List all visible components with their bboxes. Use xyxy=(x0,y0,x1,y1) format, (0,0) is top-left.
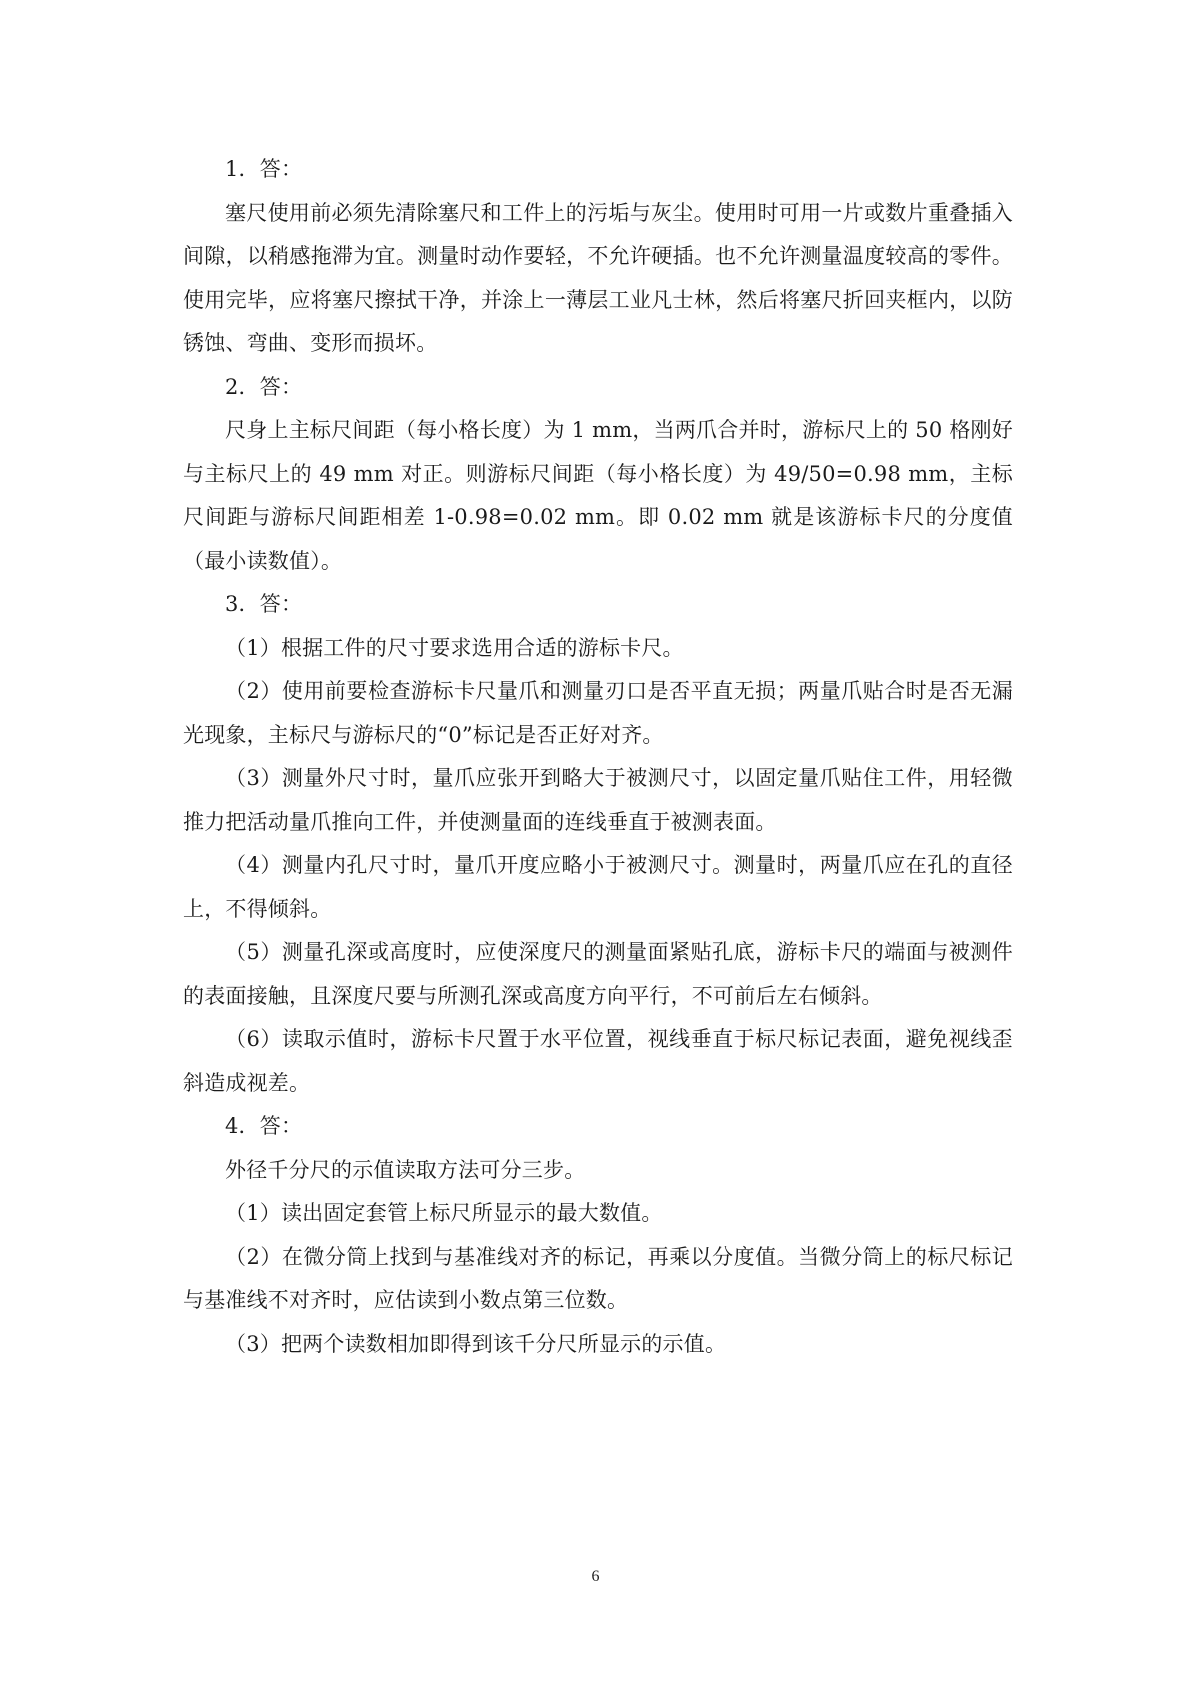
answer-paragraph: 塞尺使用前必须先清除塞尺和工件上的污垢与灰尘。使用时可用一片或数片重叠插入间隙，以稍感拖滞为宜。测量时动作要轻，不允许硬插。也不允许测量温度较高的零件。使用完毕，应将塞尺擦拭干净，并涂上一薄层工业凡士林，然后将塞尺折回夹框内，以防锈蚀、弯曲、变形而损坏。 xyxy=(183,200,1013,355)
list-item: （5）测量孔深或高度时，应使深度尺的测量面紧贴孔底，游标卡尺的端面与被测件的表面接触，且深度尺要与所测孔深或高度方向平行，不可前后左右倾斜。 xyxy=(183,940,1013,1008)
answer-paragraph: 尺身上主标尺间距（每小格长度）为 1 mm，当两爪合并时，游标尺上的 50 格刚好与主标尺上的 49 mm 对正。则游标尺间距（每小格长度）为 49/50=0.98 mm，主标尺间距与游标尺间距相差 1-0.98=0.02 mm。即 0.02 mm 就是该游标卡尺的分度值（最小读数值）。 xyxy=(183,418,1013,573)
list-item: （6）读取示值时，游标卡尺置于水平位置，视线垂直于标尺标记表面，避免视线歪斜造成视差。 xyxy=(183,1027,1013,1095)
answer-heading-2: 2．答： xyxy=(225,374,303,399)
answer-heading-3: 3．答： xyxy=(225,592,303,616)
page-number: 6 xyxy=(591,1568,600,1585)
answer-heading-1: 1．答： xyxy=(225,157,303,181)
list-item: （2）在微分筒上找到与基准线对齐的标记，再乘以分度值。当微分筒上的标尺标记与基准线不对齐时，应估读到小数点第三位数。 xyxy=(183,1244,1013,1312)
answer-heading-4: 4．答： xyxy=(225,1114,303,1138)
list-item: （3）测量外尺寸时，量爪应张开到略大于被测尺寸，以固定量爪贴住工件，用轻微推力把活动量爪推向工件，并使测量面的连线垂直于被测表面。 xyxy=(183,766,1013,834)
list-item: （4）测量内孔尺寸时，量爪开度应略小于被测尺寸。测量时，两量爪应在孔的直径上，不得倾斜。 xyxy=(183,853,1013,921)
list-item: （3）把两个读数相加即得到该千分尺所显示的示值。 xyxy=(225,1331,727,1356)
list-item: （2）使用前要检查游标卡尺量爪和测量刃口是否平直无损；两量爪贴合时是否无漏光现象，主标尺与游标尺的“0”标记是否正好对齐。 xyxy=(183,679,1013,747)
document-body xyxy=(183,148,1013,1366)
answer-paragraph: 外径千分尺的示值读取方法可分三步。 xyxy=(225,1157,586,1182)
list-item: （1）根据工件的尺寸要求选用合适的游标卡尺。 xyxy=(225,635,684,660)
list-item: （1）读出固定套管上标尺所显示的最大数值。 xyxy=(225,1201,663,1225)
